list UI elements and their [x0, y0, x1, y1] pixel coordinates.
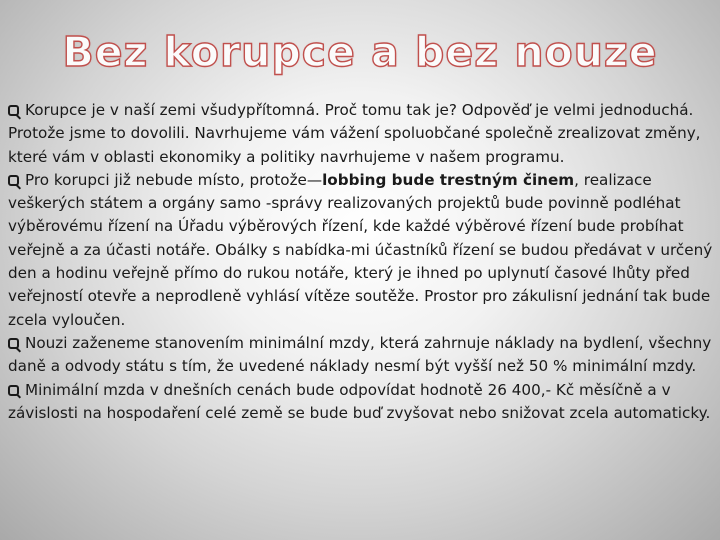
bullet-paragraph-lobbying: [8, 169, 715, 332]
q-bullet-icon: [8, 175, 19, 186]
paragraph-text: Minimální mzda v dnešních cenách bude odpovídat hodnotě 26 400,- Kč měsíčně a v závislosti na hospodaření celé země se bude buď zvyšovat nebo snižovat zcela automaticky.: [8, 380, 711, 422]
q-bullet-icon: [8, 338, 19, 349]
paragraph-text: Nouzi zaženeme stanovením minimální mzdy, která zahrnuje náklady na bydlení, všechny daně a odvody státu s tím, že uvedené náklady nesmí být vyšší než 50 % minimální mzdy.: [8, 333, 712, 376]
bullet-paragraph-wage-value: [8, 379, 715, 426]
paragraph-text-after: , realizace veškerých státem a orgány samo -správy realizovaných projektů bude povinně podléhat výběrovému řízení na Úřadu výběrových řízení, kde každé výběrové řízení bude probíhat veřejně a za účasti notáře. Obálky s nabídka-mi účastníků řízení se budou předávat v určený den a hodinu veřejně přímo do rukou notáře, který je ihned po uplynutí časové lhůty před veřejností otevře a neprodleně vyhlásí vítěze soutěže. Prostor pro zákulisní jednání tak bude zcela vyloučen.: [8, 170, 713, 329]
slide-body: [8, 99, 715, 425]
q-bullet-icon: [8, 385, 19, 396]
q-bullet-icon: [8, 105, 19, 116]
paragraph-text-before: Pro korupci již nebude místo, protože—: [25, 170, 323, 189]
bullet-paragraph-corruption: [8, 99, 715, 169]
slide-title: Bez korupce a bez nouze: [62, 28, 658, 76]
bullet-paragraph-minimum-wage: [8, 332, 715, 379]
paragraph-text: Korupce je v naší zemi všudypřítomná. Proč tomu tak je? Odpověď je velmi jednoduchá. Protože jsme to dovolili. Navrhujeme vám vážení spoluobčané společně zrealizovat změny, které vám v oblasti ekonomiky a politiky navrhujeme v našem programu.: [8, 101, 701, 166]
paragraph-text-bold: lobbing bude trestným činem: [322, 170, 575, 189]
